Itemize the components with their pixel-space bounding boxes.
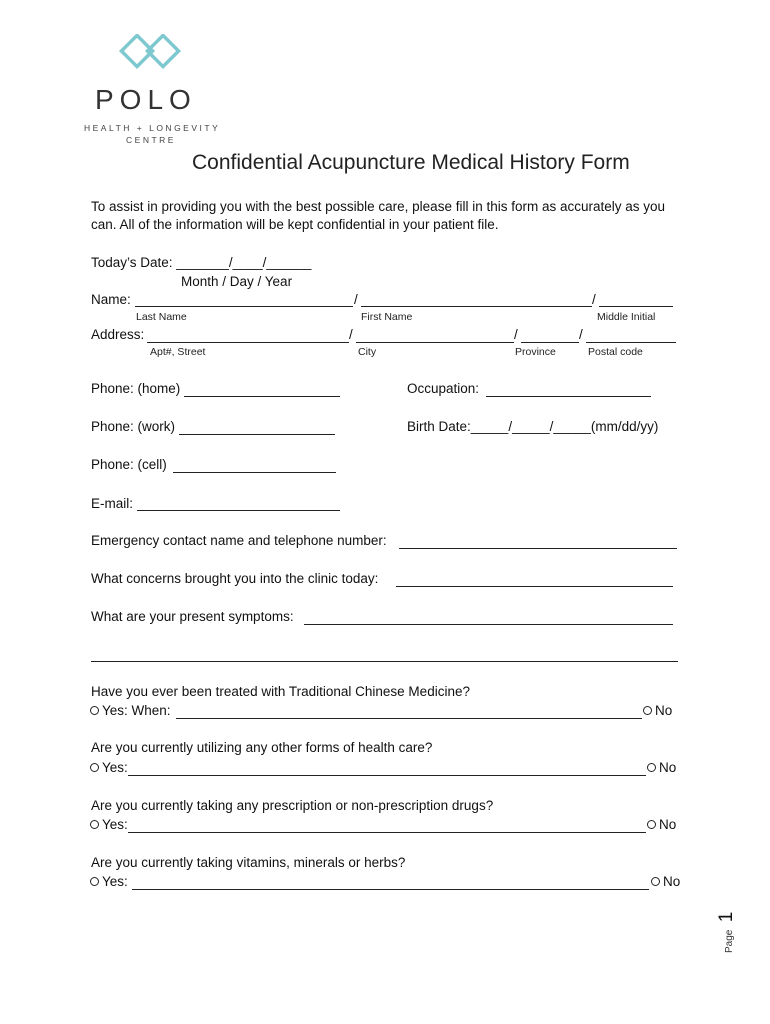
- todays-date-field[interactable]: Today’s Date: _______/____/______: [91, 255, 312, 270]
- yes-label: Yes:: [102, 817, 128, 832]
- yes-label: Yes:: [102, 874, 128, 889]
- yes-option[interactable]: [90, 703, 171, 718]
- date-format-hint: Month / Day / Year: [181, 274, 293, 289]
- yes-answer-field[interactable]: [176, 718, 642, 719]
- phone-work-field[interactable]: [179, 434, 335, 435]
- no-option[interactable]: [647, 817, 676, 832]
- middle-initial-caption: Middle Initial: [597, 311, 656, 323]
- name-label: Name:: [91, 292, 131, 307]
- postal-code-caption: Postal code: [588, 346, 643, 358]
- last-name-field[interactable]: [135, 306, 353, 307]
- street-caption: Apt#, Street: [150, 346, 206, 358]
- logo-tagline: [84, 123, 221, 145]
- address-separator: /: [579, 327, 583, 342]
- province-caption: Province: [515, 346, 556, 358]
- yes-option[interactable]: [90, 874, 128, 889]
- no-label: No: [659, 760, 677, 775]
- last-name-caption: Last Name: [136, 311, 187, 323]
- no-label: No: [655, 703, 673, 718]
- yes-option[interactable]: [90, 760, 128, 775]
- no-label: No: [663, 874, 681, 889]
- birth-date-field[interactable]: Birth Date:_____/_____/_____(mm/dd/yy): [407, 419, 659, 434]
- no-option[interactable]: [651, 874, 680, 889]
- name-separator: /: [592, 292, 596, 307]
- address-separator: /: [514, 327, 518, 342]
- intro-line-1: To assist in providing you with the best possible care, please fill in this form as accurately as you: [91, 199, 666, 214]
- phone-cell-field[interactable]: [173, 472, 336, 473]
- form-title: Confidential Acupuncture Medical History Form: [192, 151, 630, 174]
- emergency-contact-label: Emergency contact name and telephone number:: [91, 533, 387, 548]
- radio-icon: [651, 877, 660, 886]
- postal-code-field[interactable]: [586, 342, 676, 343]
- radio-icon: [90, 877, 99, 886]
- radio-icon: [647, 820, 656, 829]
- yes-label: Yes: When:: [102, 703, 171, 718]
- phone-home-field[interactable]: [184, 396, 340, 397]
- email-label: E-mail:: [91, 496, 134, 511]
- logo-tagline-line-2: CENTRE: [126, 135, 176, 145]
- occupation-label: Occupation:: [407, 381, 480, 396]
- symptoms-field-continued[interactable]: [91, 661, 678, 662]
- concerns-field[interactable]: [396, 586, 673, 587]
- no-option[interactable]: [647, 760, 676, 775]
- name-separator: /: [354, 292, 358, 307]
- occupation-field[interactable]: [486, 396, 651, 397]
- first-name-caption: First Name: [361, 311, 413, 323]
- logo-tagline-line-1: HEALTH + LONGEVITY: [84, 123, 221, 133]
- email-field[interactable]: [137, 510, 340, 511]
- logo-wordmark: POLO: [95, 84, 197, 115]
- province-field[interactable]: [521, 342, 579, 343]
- concerns-label: What concerns brought you into the clinic today:: [91, 571, 379, 586]
- phone-work-label: Phone: (work): [91, 419, 176, 434]
- city-caption: City: [358, 346, 377, 358]
- logo: [84, 34, 221, 149]
- no-label: No: [659, 817, 677, 832]
- street-field[interactable]: [147, 342, 349, 343]
- question-text: Have you ever been treated with Traditional Chinese Medicine?: [91, 684, 470, 699]
- page-number-value: 1: [716, 911, 737, 923]
- symptoms-label: What are your present symptoms:: [91, 609, 294, 624]
- yes-answer-field[interactable]: [128, 775, 646, 776]
- page-number: [716, 905, 746, 955]
- page-label: Page: [724, 929, 735, 953]
- phone-home-label: Phone: (home): [91, 381, 181, 396]
- radio-icon: [90, 706, 99, 715]
- radio-icon: [90, 763, 99, 772]
- address-separator: /: [349, 327, 353, 342]
- intro-line-2: can. All of the information will be kept confidential in your patient file.: [91, 217, 499, 232]
- middle-initial-field[interactable]: [599, 306, 673, 307]
- city-field[interactable]: [356, 342, 514, 343]
- question-text: Are you currently utilizing any other forms of health care?: [91, 740, 433, 755]
- symptoms-field[interactable]: [304, 624, 673, 625]
- yes-answer-field[interactable]: [128, 832, 646, 833]
- logo-diamonds-icon: [86, 34, 216, 76]
- yes-option[interactable]: [90, 817, 128, 832]
- radio-icon: [90, 820, 99, 829]
- emergency-contact-field[interactable]: [399, 548, 677, 549]
- radio-icon: [647, 763, 656, 772]
- phone-cell-label: Phone: (cell): [91, 457, 167, 472]
- radio-icon: [643, 706, 652, 715]
- question-text: Are you currently taking any prescription or non-prescription drugs?: [91, 798, 494, 813]
- yes-answer-field[interactable]: [132, 889, 649, 890]
- address-label: Address:: [91, 327, 145, 342]
- first-name-field[interactable]: [361, 306, 592, 307]
- yes-label: Yes:: [102, 760, 128, 775]
- no-option[interactable]: [643, 703, 672, 718]
- question-text: Are you currently taking vitamins, minerals or herbs?: [91, 855, 406, 870]
